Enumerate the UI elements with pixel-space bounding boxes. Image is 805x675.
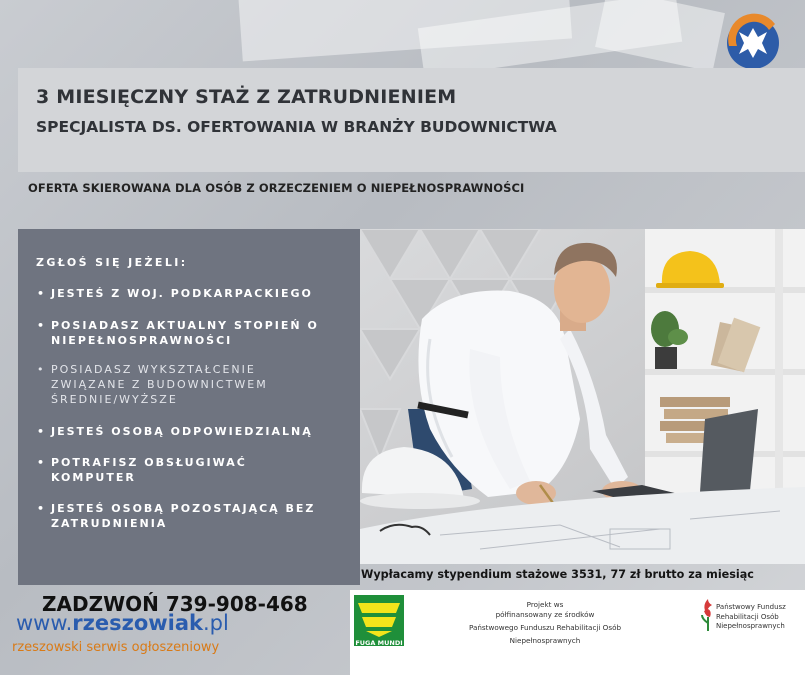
bullet-icon: • (37, 287, 47, 300)
maltese-cross-logo-icon (725, 10, 781, 76)
watermark-link[interactable]: www.rzeszowiak.pl (16, 611, 229, 635)
engineer-photo (360, 229, 805, 564)
fuga-mundi-label: FUGA MUNDI (355, 639, 403, 647)
requirement-item: • JESTEŚ OSOBĄ POZOSTAJĄCĄ BEZ ZATRUDNIENIA (37, 502, 316, 530)
bullet-icon: • (37, 502, 47, 515)
engineer-illustration (360, 229, 805, 564)
requirements-heading: ZGŁOŚ SIĘ JEŻELI: (36, 256, 188, 269)
bullet-icon: • (37, 425, 47, 438)
bullet-icon: • (37, 319, 47, 332)
requirement-item: • POSIADASZ WYKSZTAŁCENIE ZWIĄZANE Z BUDOWNICTWEM ŚREDNIE/WYŻSZE (37, 363, 268, 406)
background-shape (595, 0, 725, 72)
position-title: SPECJALISTA DS. OFERTOWANIA W BRANŻY BUDOWNICTWA (36, 118, 557, 136)
page-title: 3 MIESIĘCZNY STAŻ Z ZATRUDNIENIEM (36, 86, 457, 108)
requirements-panel (18, 229, 360, 585)
watermark-tagline: rzeszowski serwis ogłoszeniowy (12, 640, 220, 655)
bullet-icon: • (37, 363, 46, 376)
pfron-label: Państwowy Fundusz Rehabilitacji Osób Niepełnosprawnych (716, 603, 786, 630)
requirement-item: • POSIADASZ AKTUALNY STOPIEŃ O NIEPEŁNOSPRAWNOŚCI (37, 319, 319, 347)
audience-note: OFERTA SKIEROWANA DLA OSÓB Z ORZECZENIEM O NIEPEŁNOSPRAWNOŚCI (28, 181, 525, 195)
fuga-mundi-logo-icon (352, 593, 406, 648)
requirement-item: • JESTEŚ Z WOJ. PODKARPACKIEGO (37, 287, 313, 300)
stipend-info: Wypłacamy stypendium stażowe 3531, 77 zł brutto za miesiąc (361, 568, 754, 581)
bullet-icon: • (37, 456, 47, 469)
contact-phone: ZADZWOŃ 739-908-468 (42, 592, 308, 616)
requirement-item: • JESTEŚ OSOBĄ ODPOWIEDZIALNĄ (37, 425, 313, 438)
pfron-logo-icon (700, 597, 716, 631)
requirement-item: • POTRAFISZ OBSŁUGIWAĆ KOMPUTER (37, 456, 247, 484)
project-funding-note: Projekt ws półfinansowany ze środków Państwowego Funduszu Rehabilitacji Osób Niepełnosprawnych (468, 600, 622, 645)
